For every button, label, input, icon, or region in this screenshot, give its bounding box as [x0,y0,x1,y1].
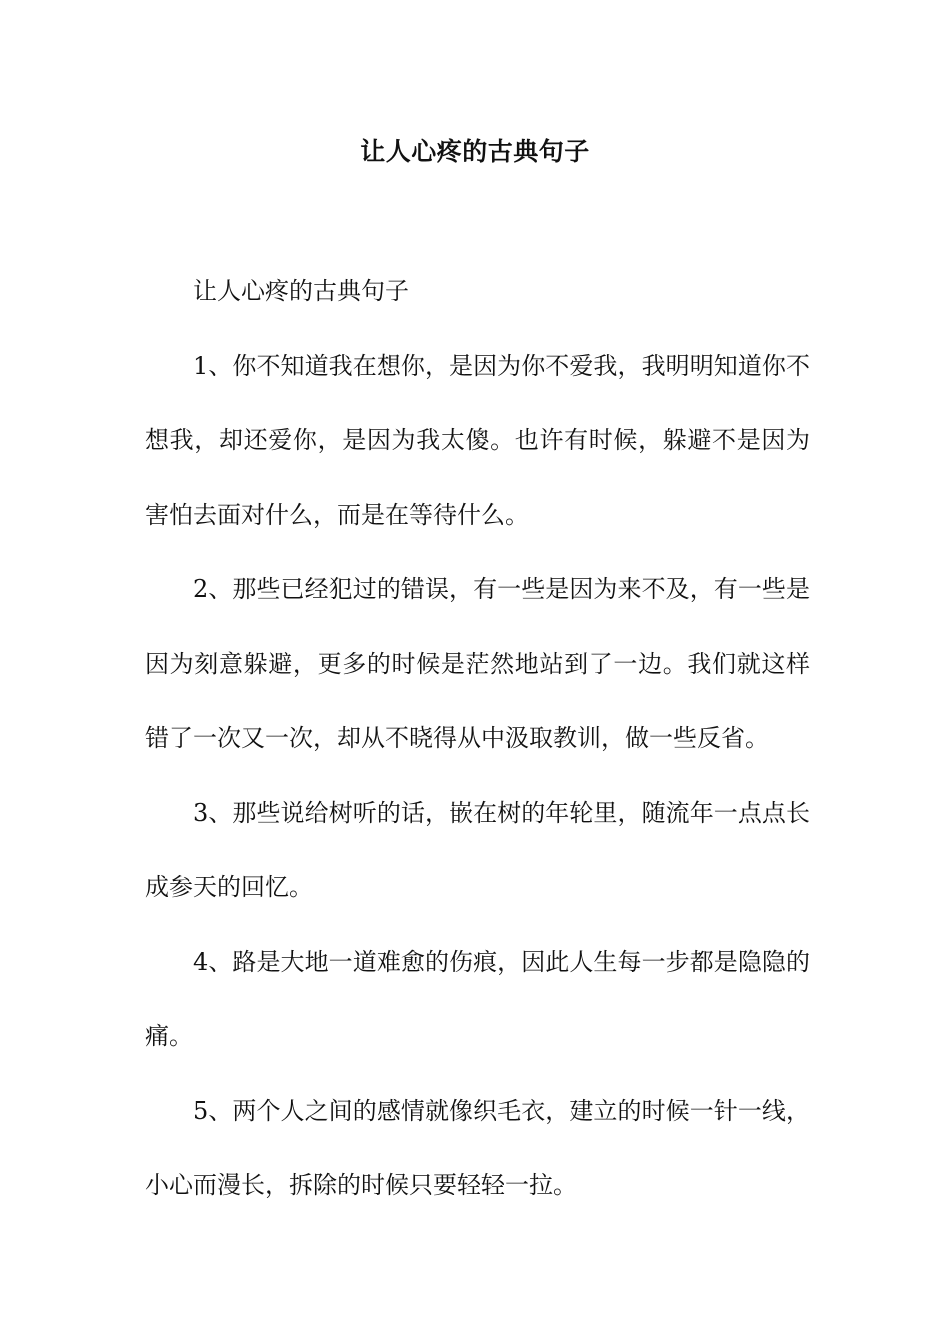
paragraph-1: 1、你不知道我在想你，是因为你不爱我，我明明知道你不想我，却还爱你，是因为我太傻。也许有时候，躲避不是因为害怕去面对什么，而是在等待什么。 [145,351,810,529]
paragraph-5: 5、两个人之间的感情就像织毛衣，建立的时候一针一线，小心而漫长，拆除的时候只要轻轻一拉。 [145,1096,810,1199]
paragraph-3: 3、那些说给树听的话，嵌在树的年轮里，随流年一点点长成参天的回忆。 [145,798,810,901]
paragraph-subtitle: 让人心疼的古典句子 [193,277,409,305]
paragraph-2: 2、那些已经犯过的错误，有一些是因为来不及，有一些是因为刻意躲避，更多的时候是茫然地站到了一边。我们就这样错了一次又一次，却从不晓得从中汲取教训，做一些反省。 [145,575,810,752]
paragraph-4: 4、路是大地一道难愈的伤痕，因此人生每一步都是隐隐的痛。 [145,947,810,1050]
document-title: 让人心疼的古典句子 [360,137,590,166]
document-body [145,254,810,1223]
